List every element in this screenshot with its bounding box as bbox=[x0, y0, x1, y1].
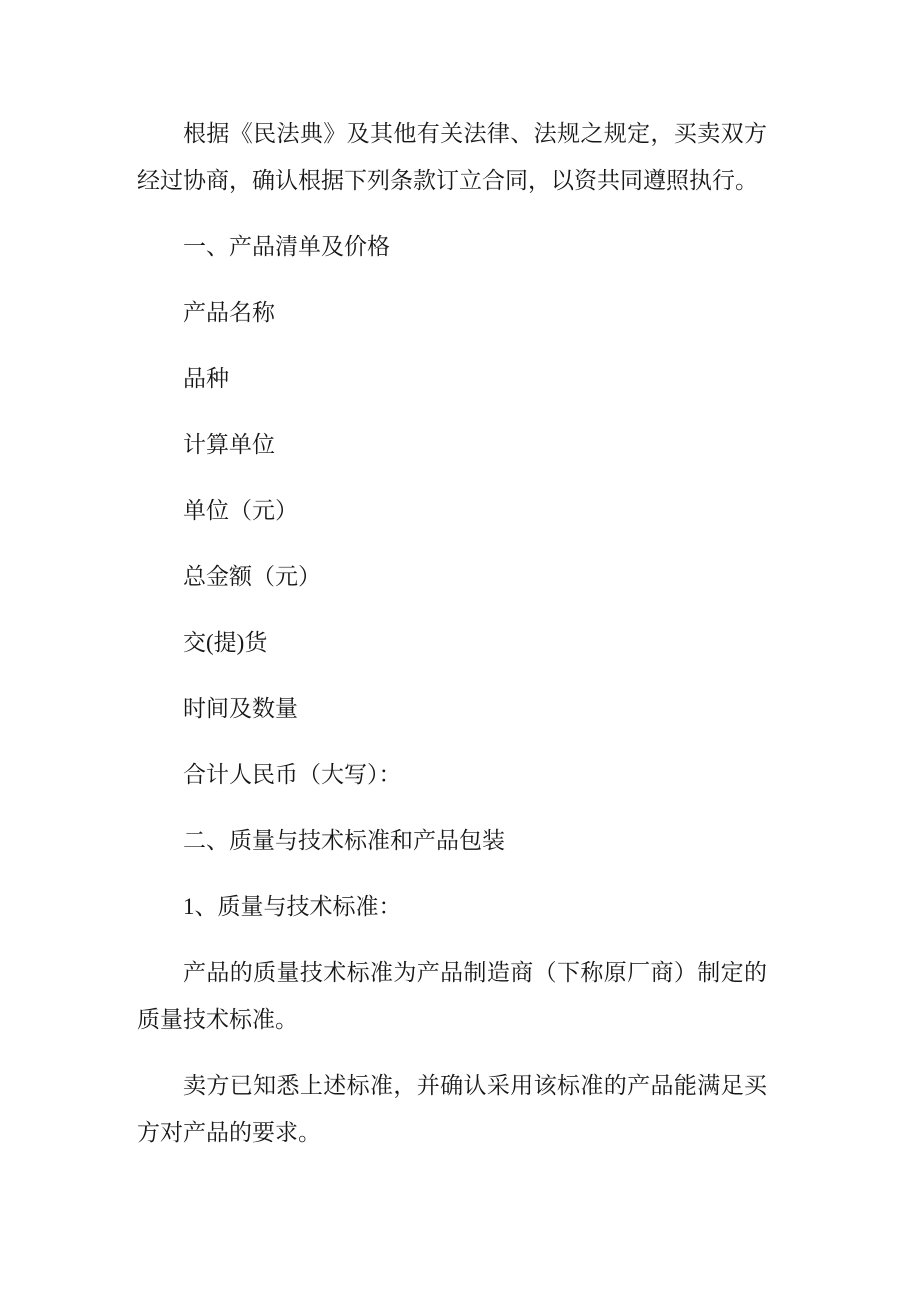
field-total-rmb-in-words: 合计人民币（大写）： bbox=[183, 762, 402, 787]
paragraph-quality-standard: 产品的质量技术标准为产品制造商（下称原厂商）制定的质量技术标准。 bbox=[137, 960, 767, 1032]
field-variety: 品种 bbox=[183, 366, 229, 391]
field-delivery: 交(提)货 bbox=[183, 630, 268, 655]
heading-section-one: 一、产品清单及价格 bbox=[183, 234, 390, 259]
field-product-name: 产品名称 bbox=[183, 300, 275, 325]
paragraph-preamble: 根据《民法典》及其他有关法律、法规之规定，买卖双方经过协商，确认根据下列条款订立合同，以资共同遵照执行。 bbox=[137, 121, 767, 193]
field-unit-price: 单位（元） bbox=[183, 498, 298, 523]
paragraph-seller-confirmation: 卖方已知悉上述标准，并确认采用该标准的产品能满足买方对产品的要求。 bbox=[137, 1073, 767, 1145]
subheading-quality-standard: 1、质量与技术标准： bbox=[183, 894, 402, 919]
field-time-and-quantity: 时间及数量 bbox=[183, 696, 298, 721]
field-unit-of-measure: 计算单位 bbox=[183, 432, 275, 457]
heading-section-two: 二、质量与技术标准和产品包装 bbox=[183, 828, 505, 853]
field-total-amount: 总金额（元） bbox=[183, 564, 321, 589]
